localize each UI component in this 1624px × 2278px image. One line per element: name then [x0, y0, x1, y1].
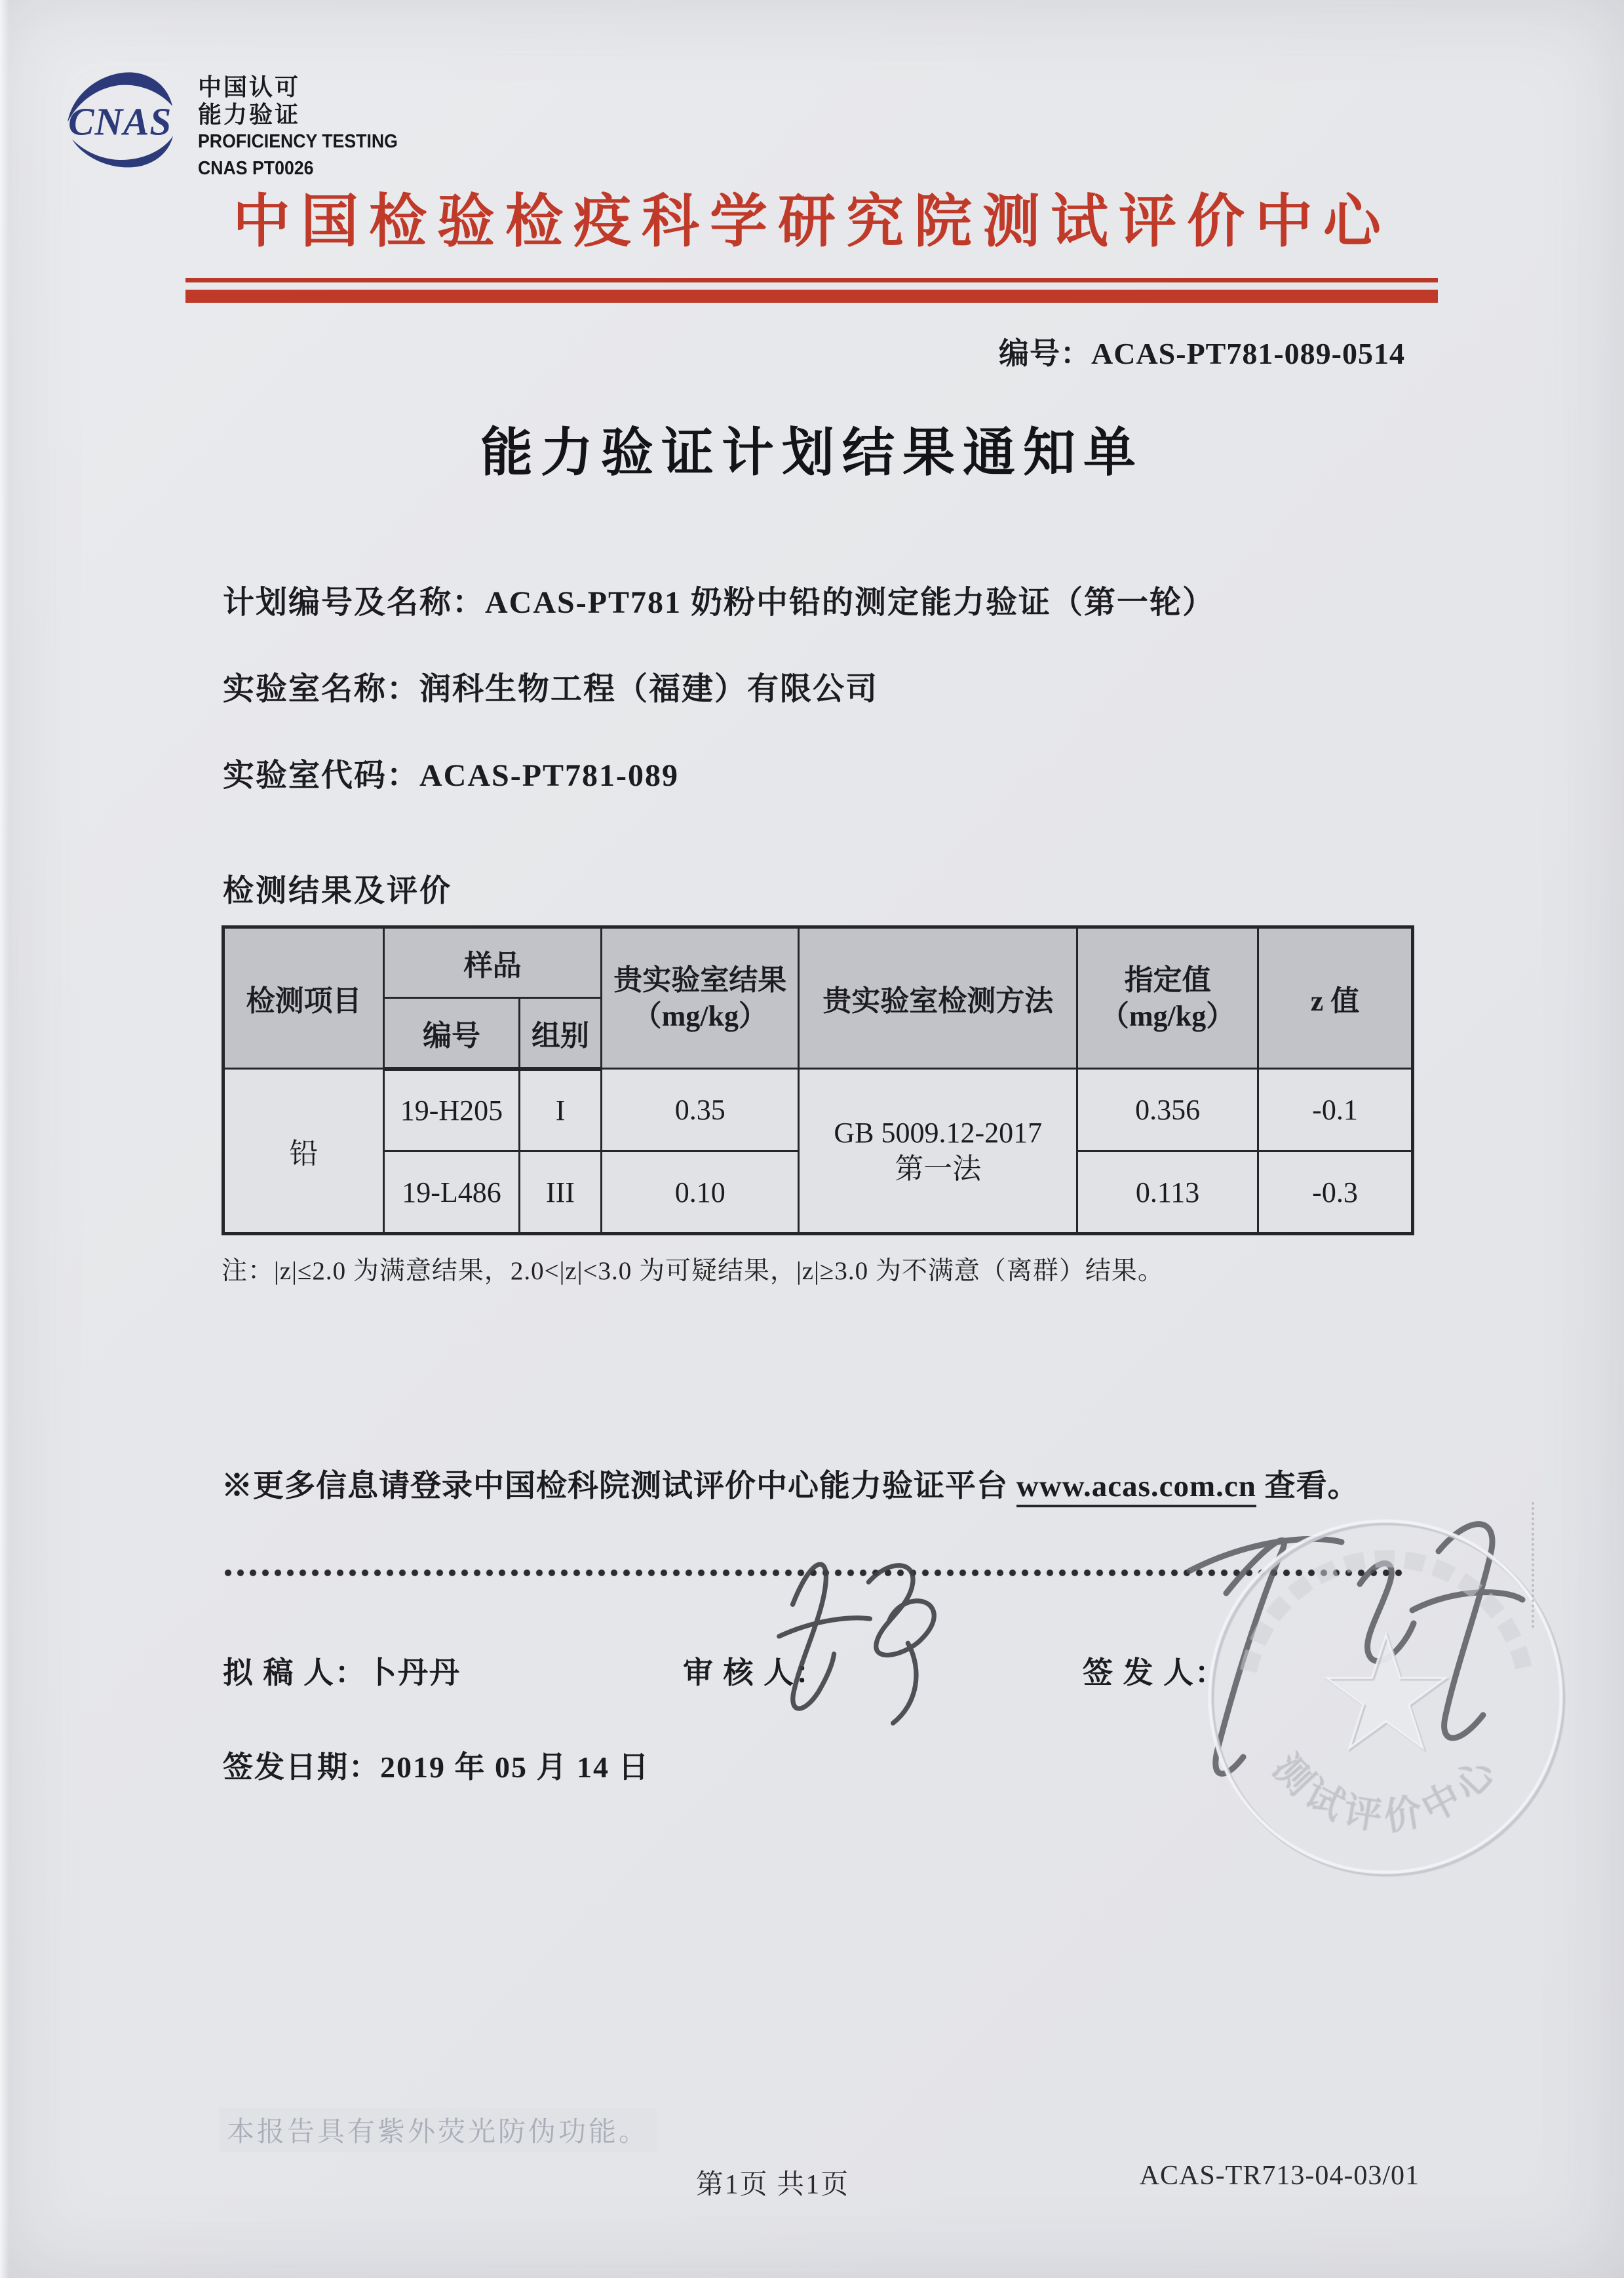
cnas-logo-icon — [55, 58, 186, 182]
platform-url: www.acas.com.cn — [1016, 1469, 1256, 1507]
col-header-sample-group: 组别 — [519, 998, 601, 1069]
col-header-z-value: z 值 — [1258, 927, 1413, 1069]
lab-name-label: 实验室名称： — [223, 672, 420, 706]
plan-label: 计划编号及名称： — [223, 585, 486, 620]
plan-value: ACAS-PT781 奶粉中铅的测定能力验证（第一轮） — [485, 585, 1216, 620]
col-header-assigned-line2: （mg/kg） — [1100, 1000, 1235, 1032]
col-header-lab-result — [602, 927, 799, 1069]
more-info-suffix: 查看。 — [1256, 1469, 1359, 1503]
col-header-assigned-line1: 指定值 — [1124, 964, 1211, 996]
cell-assigned-value: 0.356 — [1077, 1069, 1258, 1151]
cnas-logo-block — [55, 58, 415, 182]
cell-method-line1: GB 5009.12-2017 — [834, 1117, 1043, 1149]
reviewer-label: 审 核 人： — [683, 1656, 826, 1689]
drafter-name: 卜丹丹 — [366, 1656, 461, 1689]
cell-sample-id: 19-H205 — [384, 1069, 520, 1151]
issue-date-line — [223, 1743, 650, 1786]
lab-code-label: 实验室代码： — [223, 758, 420, 793]
organization-title: 中国检验检疫科学研究院测试评价中心 — [232, 191, 1391, 254]
form-code: ACAS-TR713-04-03/01 — [1139, 2161, 1420, 2191]
lab-code-value: ACAS-PT781-089 — [419, 758, 680, 793]
table-row — [223, 1069, 1413, 1151]
col-header-lab-result-line2: （mg/kg） — [632, 1000, 767, 1032]
page-number: 第1页 共1页 — [695, 2170, 850, 2200]
cell-sample-group: I — [519, 1069, 601, 1151]
cell-method-line2: 第一法 — [895, 1153, 982, 1185]
results-table — [222, 925, 1414, 1235]
col-header-method: 贵实验室检测方法 — [799, 927, 1077, 1069]
document-number-value: ACAS-PT781-089-0514 — [1091, 337, 1405, 370]
header-divider-thick-line — [185, 290, 1438, 303]
logo-en-line1: PROFICIENCY TESTING — [198, 131, 398, 152]
col-header-sample-id: 编号 — [384, 998, 520, 1069]
cnas-globe-icon — [55, 58, 186, 182]
logo-cn-line2: 能力验证 — [198, 102, 301, 128]
embossed-seal-icon — [1196, 1507, 1576, 1887]
svg-text:测试评价中心 — [1265, 1746, 1507, 1838]
issue-date-label: 签发日期： — [223, 1750, 380, 1784]
cnas-acronym: CNAS — [68, 100, 172, 144]
col-header-test-item: 检测项目 — [223, 927, 384, 1069]
cell-sample-group: III — [519, 1151, 601, 1234]
issuer-label: 签 发 人： — [1083, 1656, 1226, 1689]
col-header-sample: 样品 — [384, 927, 602, 998]
z-score-note: 注：|z|≤2.0 为满意结果，2.0<|z|<3.0 为可疑结果，|z|≥3.0 为不满意（离群）结果。 — [222, 1257, 1164, 1285]
logo-en-line2: CNAS PT0026 — [198, 158, 314, 179]
document-number — [999, 330, 1405, 373]
drafter-line — [223, 1649, 461, 1692]
cell-assigned-value: 0.113 — [1077, 1151, 1258, 1234]
more-info-prefix: ※更多信息请登录中国检科院测试评价中心能力验证平台 — [222, 1469, 1016, 1503]
cell-method — [799, 1069, 1077, 1234]
scan-artifact-dots — [1532, 1502, 1534, 1628]
cell-z-value: -0.3 — [1258, 1151, 1413, 1234]
issue-date-value: 2019 年 05 月 14 日 — [380, 1750, 650, 1784]
security-feature-note: 本报告具有紫外荧光防伪功能。 — [219, 2108, 657, 2152]
cell-z-value: -0.1 — [1258, 1069, 1413, 1151]
cell-lab-result: 0.35 — [602, 1069, 799, 1151]
cell-sample-id: 19-L486 — [384, 1151, 520, 1234]
cnas-logo-text — [198, 73, 415, 182]
header-divider — [185, 278, 1438, 303]
document-number-label: 编号： — [999, 337, 1092, 370]
header-divider-thin-line — [185, 278, 1438, 282]
results-section-title: 检测结果及评价 — [223, 874, 452, 908]
cell-lab-result: 0.10 — [602, 1151, 799, 1234]
plan-info-line — [223, 577, 1215, 622]
drafter-label: 拟 稿 人： — [223, 1656, 366, 1689]
lab-code-line — [223, 750, 679, 795]
lab-name-value: 润科生物工程（福建）有限公司 — [419, 672, 879, 706]
more-info-line — [222, 1461, 1359, 1505]
seal-bottom-text: 测试评价中心 — [1264, 1746, 1508, 1839]
lab-name-line — [223, 663, 878, 708]
col-header-lab-result-line1: 贵实验室结果 — [613, 964, 787, 996]
cell-test-item: 铅 — [223, 1069, 384, 1234]
col-header-assigned-value — [1077, 927, 1258, 1069]
logo-cn-line1: 中国认可 — [198, 74, 301, 100]
document-title: 能力验证计划结果通知单 — [480, 423, 1144, 482]
